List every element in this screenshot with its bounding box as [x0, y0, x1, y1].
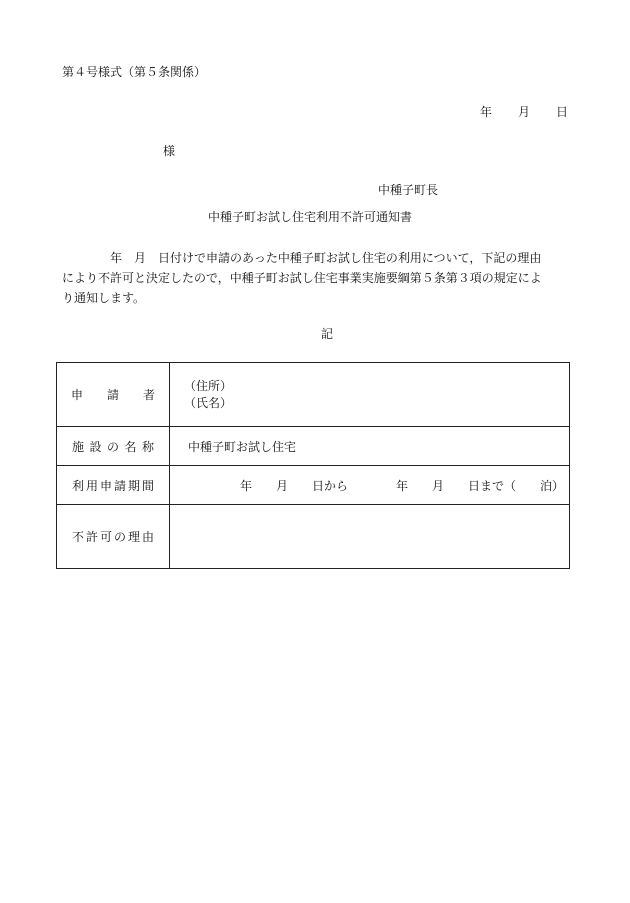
body-line: 年 月 日付けで申請のあった中種子町お試し住宅の利用について，下記の理由 — [62, 251, 542, 265]
date-month: 月 — [518, 105, 531, 119]
reason-value-cell — [170, 505, 570, 569]
applicant-name-label: （氏名） — [184, 395, 233, 410]
body-text — [62, 248, 582, 308]
facility-label: 施設の名称 — [72, 439, 154, 454]
table-row — [57, 505, 570, 569]
reason-label-cell — [57, 505, 170, 569]
table-row — [57, 363, 570, 427]
period-label: 利用申請期間 — [72, 478, 154, 493]
date-day: 日 — [556, 105, 569, 119]
issuer: 中種子町長 — [378, 183, 439, 197]
table-row — [57, 466, 570, 505]
document-title: 中種子町お試し住宅利用不許可通知書 — [208, 210, 413, 224]
date-year: 年 — [480, 105, 493, 119]
period-label-cell — [57, 466, 170, 505]
form-number: 第４号様式（第５条関係） — [62, 65, 207, 79]
applicant-value-cell — [170, 363, 570, 427]
facility-value: 中種子町お試し住宅 — [188, 439, 297, 454]
body-line: り通知します。 — [62, 291, 146, 305]
details-table — [56, 362, 570, 569]
ki-heading: 記 — [321, 327, 334, 341]
addressee: 様 — [163, 144, 176, 158]
applicant-address-label: （住所） — [184, 378, 233, 393]
applicant-label-cell — [57, 363, 170, 427]
table-row — [57, 427, 570, 466]
period-value: 年 月 日から 年 月 日まで（ 泊） — [240, 478, 565, 493]
period-value-cell — [170, 466, 570, 505]
date-line — [480, 104, 568, 120]
facility-value-cell — [170, 427, 570, 466]
applicant-label: 申 請 者 — [70, 388, 155, 402]
body-line: により不許可と決定したので，中種子町お試し住宅事業実施要綱第５条第３項の規定によ — [62, 271, 542, 285]
facility-label-cell — [57, 427, 170, 466]
reason-label: 不許可の理由 — [72, 530, 154, 544]
